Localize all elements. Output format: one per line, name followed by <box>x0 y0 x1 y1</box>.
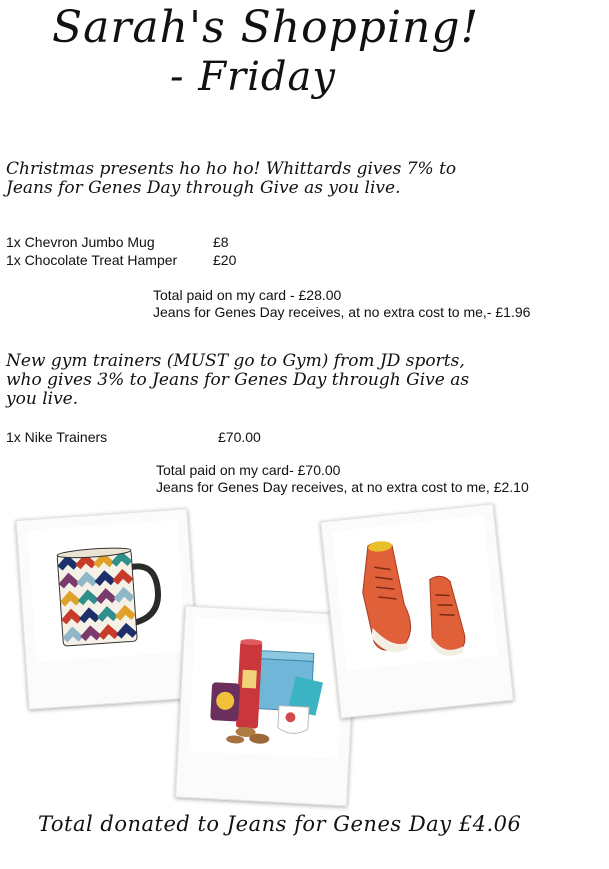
item-price: £70.00 <box>218 429 261 445</box>
section1-total-paid: Total paid on my card - £28.00 <box>153 287 342 303</box>
nike-trainers-photo <box>332 516 498 671</box>
section2-total-paid: Total paid on my card- £70.00 <box>156 462 341 478</box>
polaroid-trainers <box>320 503 514 718</box>
section1-intro-line2: Jeans for Genes Day through Give as you live. <box>6 178 401 198</box>
section2-item-list <box>6 428 306 446</box>
total-donated: Total donated to Jeans for Genes Day £4.06 <box>38 812 522 836</box>
page-subtitle-day: - Friday <box>170 54 336 100</box>
item-price: £8 <box>213 234 229 250</box>
section1-totals <box>153 287 530 321</box>
list-item <box>6 233 306 251</box>
item-name: 1x Nike Trainers <box>6 429 108 445</box>
section2-intro <box>6 352 606 409</box>
section1-donation: Jeans for Genes Day receives, at no extra cost to me,- £1.96 <box>153 304 531 320</box>
section2-intro-line3: you live. <box>6 389 79 409</box>
section2-totals <box>156 462 529 496</box>
page-title: Sarah's Shopping! <box>52 2 480 53</box>
list-item <box>6 251 306 269</box>
section2-intro-line2: who gives 3% to Jeans for Genes Day through Give as <box>6 370 470 390</box>
item-name: 1x Chocolate Treat Hamper <box>6 252 178 268</box>
polaroid-hamper <box>175 606 357 807</box>
section1-intro <box>6 160 606 198</box>
list-item <box>6 428 306 446</box>
section2-intro-line1: New gym trainers (MUST go to Gym) from JD sports, <box>6 351 465 371</box>
chevron-mug-photo <box>27 520 186 662</box>
chocolate-hamper-photo <box>189 617 346 759</box>
hamper-icon <box>189 617 346 759</box>
item-name: 1x Chevron Jumbo Mug <box>6 234 155 250</box>
mug-icon <box>27 520 186 662</box>
polaroid-mug <box>16 508 201 710</box>
section1-intro-line1: Christmas presents ho ho ho! Whittards gives 7% to <box>6 159 457 179</box>
trainers-icon <box>332 516 498 671</box>
section1-item-list <box>6 233 306 269</box>
item-price: £20 <box>213 252 237 268</box>
section2-donation: Jeans for Genes Day receives, at no extra cost to me, £2.10 <box>156 479 529 495</box>
